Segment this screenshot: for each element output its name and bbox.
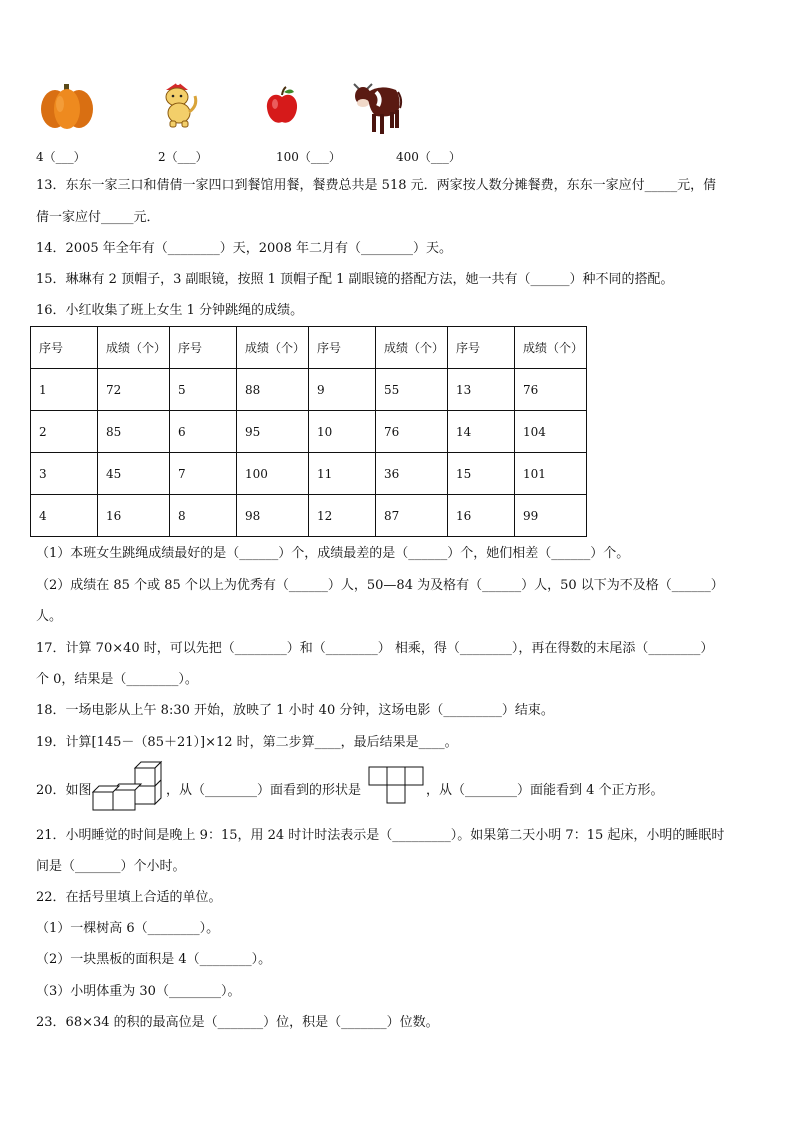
- question-16-sub2-line1: （2）成绩在 85 个或 85 个以上为优秀有（______）人，50—84 为及格有（______）人，50 以下为不及格（______）: [36, 578, 724, 593]
- table-cell: 1: [31, 369, 98, 411]
- question-20-middle: ，从（________）面看到的形状是: [166, 783, 362, 798]
- table-cell: 9: [309, 369, 376, 411]
- table-cell: 88: [237, 369, 309, 411]
- cow-icon: [350, 78, 404, 136]
- table-cell: 100: [237, 453, 309, 495]
- table-cell: 98: [237, 495, 309, 537]
- question-16-sub1: （1）本班女生跳绳成绩最好的是（______）个，成绩最差的是（______）个，她们相差（______）个。: [36, 546, 630, 561]
- header-cell: 序号: [170, 327, 237, 369]
- table-cell: 2: [31, 411, 98, 453]
- table-cell: 101: [515, 453, 587, 495]
- question-20-suffix: ，从（________）面能看到 4 个正方形。: [426, 783, 664, 798]
- table-cell: 6: [170, 411, 237, 453]
- table-cell: 13: [448, 369, 515, 411]
- question-17-line2: 个 0，结果是（________）。: [36, 672, 198, 687]
- question-22-sub1: （1）一棵树高 6（________）。: [36, 921, 220, 936]
- pumpkin-icon: [40, 84, 94, 130]
- question-13-line2: 倩一家应付_____元．: [36, 210, 160, 225]
- apple-label: 100（___）: [276, 150, 341, 164]
- question-14: 14．2005 年全年有（________）天，2008 年二月有（________）天。: [36, 241, 452, 256]
- question-17-line1: 17．计算 70×40 时，可以先把（________）和（________） 相乘，得（________），再在得数的末尾添（________）: [36, 641, 714, 656]
- table-cell: 7: [170, 453, 237, 495]
- cube-stack-figure: [92, 760, 164, 816]
- table-cell: 76: [376, 411, 448, 453]
- table-cell: 104: [515, 411, 587, 453]
- table-row: [31, 369, 587, 411]
- table-cell: 12: [309, 495, 376, 537]
- table-cell: 85: [98, 411, 170, 453]
- pumpkin-label: 4（___）: [36, 150, 86, 164]
- question-21-line2: 间是（_______）个小时。: [36, 859, 186, 874]
- table-cell: 8: [170, 495, 237, 537]
- header-cell: 成绩（个）: [98, 327, 170, 369]
- question-16-sub2-line2: 人。: [36, 609, 63, 624]
- header-cell: 序号: [309, 327, 376, 369]
- table-cell: 76: [515, 369, 587, 411]
- question-19: 19．计算[145－（85＋21）]×12 时，第二步算____，最后结果是____。: [36, 735, 458, 750]
- header-cell: 成绩（个）: [376, 327, 448, 369]
- question-20-prefix: 20．如图: [36, 783, 92, 798]
- table-cell: 15: [448, 453, 515, 495]
- question-21-line1: 21．小明睡觉的时间是晚上 9：15，用 24 时计时法表示是（_________）。如果第二天小明 7：15 起床，小明的睡眠时: [36, 828, 725, 843]
- question-22-sub2: （2）一块黑板的面积是 4（________）。: [36, 952, 272, 967]
- table-cell: 11: [309, 453, 376, 495]
- question-13-line1: 13．东东一家三口和倩倩一家四口到餐馆用餐，餐费总共是 518 元．两家按人数分摊餐费，东东一家应付_____元，倩: [36, 178, 717, 193]
- question-22-title: 22．在括号里填上合适的单位。: [36, 890, 222, 905]
- table-cell: 5: [170, 369, 237, 411]
- table-cell: 16: [98, 495, 170, 537]
- table-cell: 16: [448, 495, 515, 537]
- cow-picture: [350, 78, 404, 140]
- score-table: [30, 326, 587, 537]
- view-shape-figure: [368, 766, 426, 810]
- table-cell: 10: [309, 411, 376, 453]
- table-cell: 14: [448, 411, 515, 453]
- table-header-row: [31, 327, 587, 369]
- header-cell: 序号: [31, 327, 98, 369]
- question-16-title: 16．小红收集了班上女生 1 分钟跳绳的成绩。: [36, 303, 304, 318]
- table-cell: 4: [31, 495, 98, 537]
- cat-label: 2（___）: [158, 150, 208, 164]
- table-cell: 45: [98, 453, 170, 495]
- cat-icon: [158, 80, 200, 130]
- question-22-sub3: （3）小明体重为 30（________）。: [36, 984, 241, 999]
- table-cell: 99: [515, 495, 587, 537]
- table-cell: 87: [376, 495, 448, 537]
- header-cell: 成绩（个）: [237, 327, 309, 369]
- table-row: [31, 495, 587, 537]
- pumpkin-picture: [40, 84, 94, 134]
- apple-picture: [265, 86, 299, 130]
- table-row: [31, 453, 587, 495]
- apple-icon: [265, 86, 299, 126]
- question-23: 23．68×34 的积的最高位是（_______）位，积是（_______）位数。: [36, 1015, 439, 1030]
- table-cell: 36: [376, 453, 448, 495]
- view-shape-icon: [368, 766, 426, 806]
- table-cell: 72: [98, 369, 170, 411]
- cow-label: 400（___）: [396, 150, 461, 164]
- table-row: [31, 411, 587, 453]
- header-cell: 序号: [448, 327, 515, 369]
- cube-stack-icon: [92, 760, 164, 812]
- question-18: 18．一场电影从上午 8:30 开始，放映了 1 小时 40 分钟，这场电影（_________）结束。: [36, 703, 554, 718]
- header-cell: 成绩（个）: [515, 327, 587, 369]
- question-15: 15．琳琳有 2 顶帽子，3 副眼镜，按照 1 顶帽子配 1 副眼镜的搭配方法，她一共有（______）种不同的搭配。: [36, 272, 674, 287]
- table-cell: 3: [31, 453, 98, 495]
- cat-picture: [158, 80, 200, 134]
- table-cell: 55: [376, 369, 448, 411]
- table-cell: 95: [237, 411, 309, 453]
